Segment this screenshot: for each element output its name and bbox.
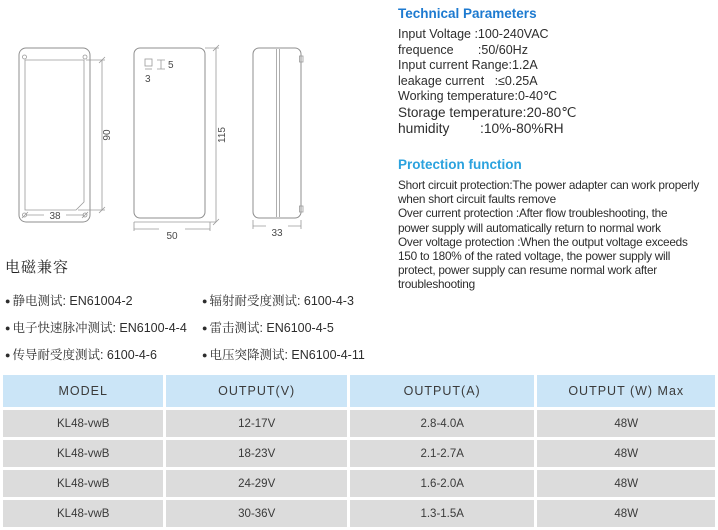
cell-output-a: 1.3-1.5A (350, 500, 535, 527)
front-width-dim-label: 38 (49, 211, 61, 222)
column-header-output-w: OUTPUT (W) Max (537, 375, 715, 407)
end-view (253, 48, 303, 239)
cell-output-v: 12-17V (166, 410, 347, 437)
slot-dim-bottom-label: 3 (145, 74, 151, 85)
table-header-row (3, 375, 715, 407)
emc-test-item (202, 318, 393, 336)
cell-output-w: 48W (537, 470, 715, 497)
cell-model: KL48-vwB (3, 470, 163, 497)
protection-line: protect, power supply can resume normal work after (398, 263, 657, 278)
emc-test-item (5, 291, 202, 309)
technical-parameters-title: Technical Parameters (398, 6, 537, 21)
table-row (3, 500, 715, 527)
cell-model: KL48-vwB (3, 500, 163, 527)
column-header-model: MODEL (3, 375, 163, 407)
protection-function-section (398, 157, 718, 292)
protection-function-text (398, 178, 718, 292)
protection-line: troubleshooting (398, 277, 475, 292)
protection-line: Over voltage protection :When the output voltage exceeds (398, 234, 688, 249)
side-width-dim-label: 50 (166, 231, 178, 242)
table-row (3, 470, 715, 497)
cell-output-a: 2.1-2.7A (350, 440, 535, 467)
emc-test-item (5, 345, 202, 363)
emc-title: 电磁兼容 (5, 259, 70, 276)
cell-output-w: 48W (537, 440, 715, 467)
end-width-dim-label: 33 (271, 228, 283, 239)
cell-output-w: 48W (537, 410, 715, 437)
table-row (3, 410, 715, 437)
column-header-output-a: OUTPUT(A) (350, 375, 535, 407)
emc-test-label: 电子快速脉冲测试: EN6100-4-4 (12, 321, 187, 335)
param-line: Input Voltage :100-240VAC (398, 27, 549, 41)
emc-test-item (5, 318, 202, 336)
cell-output-v: 18-23V (166, 440, 347, 467)
cell-output-v: 30-36V (166, 500, 347, 527)
emc-test-item (202, 345, 393, 363)
cell-output-a: 1.6-2.0A (350, 470, 535, 497)
column-header-output-v: OUTPUT(V) (166, 375, 347, 407)
cell-output-v: 24-29V (166, 470, 347, 497)
side-height-dim-label: 115 (217, 127, 228, 143)
front-height-dim-label: 90 (102, 129, 113, 141)
front-view (19, 48, 113, 222)
technical-parameters-list (398, 27, 716, 136)
emc-test-label: 辐射耐受度测试: 6100-4-3 (209, 294, 354, 308)
emc-test-label: 电压突降测试: EN6100-4-11 (209, 348, 365, 362)
emc-test-item (202, 291, 393, 309)
technical-drawings (6, 30, 356, 248)
protection-line: when short circuit faults remove (398, 192, 556, 207)
bullet-icon: ● (5, 296, 11, 306)
table-row (3, 440, 715, 467)
slot-dim-top-label: 5 (168, 60, 174, 71)
protection-function-title: Protection function (398, 157, 522, 172)
cell-model: KL48-vwB (3, 440, 163, 467)
param-line: leakage current :≤0.25A (398, 73, 538, 88)
bullet-icon: ● (202, 323, 208, 333)
protection-line: Over current protection :After flow troubleshooting, the (398, 206, 668, 221)
protection-line: 150 to 180% of the rated voltage, the power supply will (398, 249, 671, 264)
bullet-icon: ● (202, 350, 208, 360)
cell-output-w: 48W (537, 500, 715, 527)
emc-test-label: 静电测试: EN61004-2 (12, 294, 133, 308)
param-line: frequence :50/60Hz (398, 42, 528, 57)
cell-model: KL48-vwB (3, 410, 163, 437)
bullet-icon: ● (202, 296, 208, 306)
param-line: Input current Range:1.2A (398, 58, 538, 73)
emc-section (5, 256, 393, 363)
protection-line: power supply will automatically return to normal work (398, 220, 661, 235)
emc-test-label: 雷击测试: EN6100-4-5 (209, 321, 334, 335)
technical-parameters-section (398, 6, 716, 136)
emc-test-label: 传导耐受度测试: 6100-4-6 (12, 348, 157, 362)
emc-test-list (5, 291, 393, 363)
cell-output-a: 2.8-4.0A (350, 410, 535, 437)
param-line: Working temperature:0-40℃ (398, 89, 558, 104)
bullet-icon: ● (5, 323, 11, 333)
param-line: humidity :10%-80%RH (398, 120, 564, 136)
output-spec-table (0, 372, 718, 530)
protection-line: Short circuit protection:The power adapter can work properly (398, 178, 700, 192)
side-view (134, 45, 228, 242)
param-line: Storage temperature:20-80℃ (398, 104, 577, 120)
bullet-icon: ● (5, 350, 11, 360)
